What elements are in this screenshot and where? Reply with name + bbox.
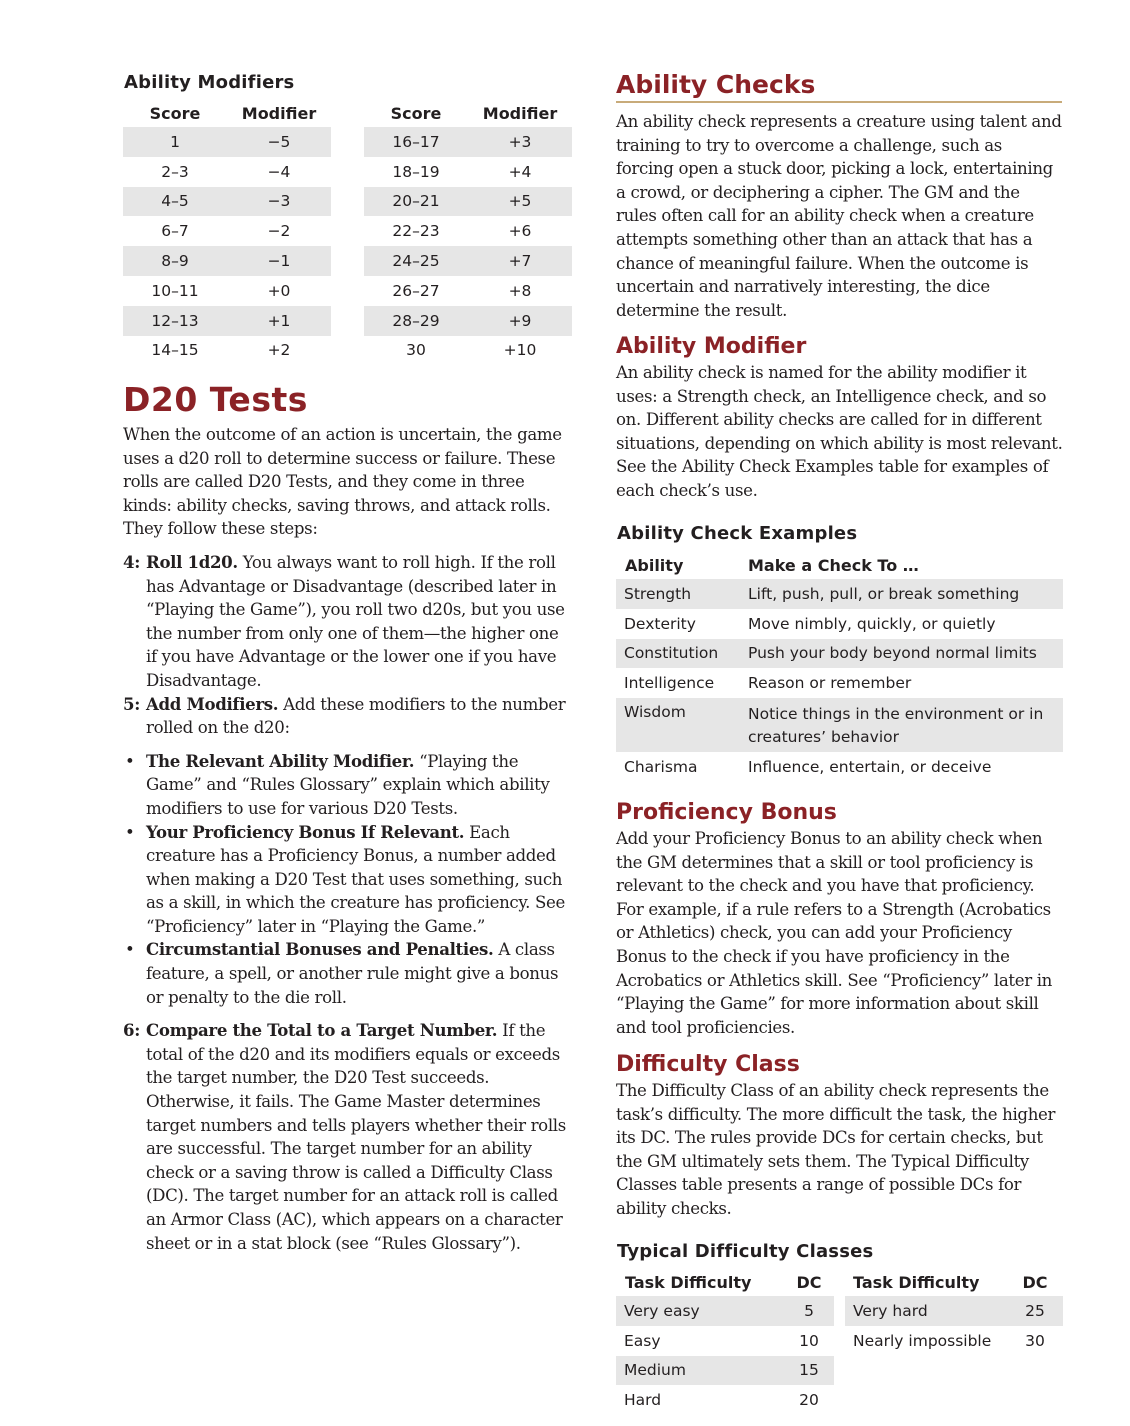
table-row: [845, 1326, 1063, 1356]
modifier-cell: −2: [267, 222, 291, 241]
typical-dcs-title: Typical Difficulty Classes: [617, 1241, 874, 1262]
score-cell: 12–13: [123, 306, 227, 336]
score-cell: 4–5: [123, 187, 227, 217]
col-header-ability: Ability: [625, 555, 684, 575]
score-cell: 24–25: [364, 246, 468, 276]
bullet-lead: Your Proficiency Bonus If Relevant.: [146, 821, 465, 842]
bullet-text: Each creature has a Proficiency Bonus, a number added when making a D20 Test that uses something, such as a skill, in which the creature has proficiency. See “Proficiency” later in “Playing the Game.”: [146, 822, 565, 936]
score-cell: 28–29: [364, 306, 468, 336]
check-cell: Reason or remember: [748, 674, 912, 693]
table-row: [616, 698, 1063, 752]
table-row: [123, 157, 331, 187]
table-row: [123, 276, 331, 306]
ability-checks-body: An ability check represents a creature using talent and training to try to overcome a challenge, such as forcing open a stuck door, picking a lock, entertaining a crowd, or deciphering a cipher. The GM and the rules often call for an ability check when a creature attempts something other than an attack that has a chance of meaningful failure. When the outcome is uncertain and narratively interesting, the dice determine the result.: [616, 112, 1062, 320]
proficiency-bonus-heading: Proficiency Bonus: [616, 800, 837, 825]
ability-modifiers-title: Ability Modifiers: [124, 72, 295, 93]
d20-tests-intro: When the outcome of an action is uncertain, the game uses a d20 roll to determine success or failure. These rolls are called D20 Tests, and they come in three kinds: ability checks, saving throws, and attack rolls. They follow these steps:: [123, 425, 562, 539]
score-cell: 26–27: [392, 281, 440, 300]
bullet-lead: Circumstantial Bonuses and Penalties.: [146, 939, 494, 960]
step-lead: Roll 1d20.: [146, 551, 238, 572]
check-cell: Move nimbly, quickly, or quietly: [748, 614, 996, 633]
table-row: [364, 276, 572, 306]
dc-cell: 10: [799, 1331, 819, 1350]
modifier-cell: +7: [468, 246, 572, 276]
score-cell: 14–15: [151, 341, 199, 360]
ability-modifiers-table-right: [364, 99, 572, 365]
bullet-lead: The Relevant Ability Modifier.: [146, 750, 415, 771]
dc-cell: 20: [799, 1391, 819, 1410]
step-5: [123, 693, 573, 740]
dc-cell: 15: [784, 1356, 834, 1386]
modifier-cell: +0: [267, 281, 291, 300]
score-cell: 2–3: [161, 162, 189, 181]
table-row: [616, 609, 1063, 639]
col-header-modifier: Modifier: [241, 103, 317, 123]
ability-cell: Dexterity: [624, 614, 696, 633]
score-cell: 16–17: [364, 127, 468, 157]
ability-cell: Strength: [616, 579, 748, 609]
step-number: 6:: [123, 1020, 140, 1041]
ability-checks-heading: Ability Checks: [616, 70, 1062, 103]
table-row: [364, 216, 572, 246]
col-header-score: Score: [149, 103, 201, 123]
ability-cell: Charisma: [624, 758, 698, 777]
modifier-cell: +6: [508, 222, 532, 241]
modifier-cell: +9: [468, 306, 572, 336]
bullet-icon: •: [125, 751, 135, 771]
d20-tests-heading: D20 Tests: [123, 380, 308, 419]
modifier-cell: +8: [508, 281, 532, 300]
step-number: 5:: [123, 693, 140, 714]
table-row: [123, 187, 331, 217]
col-header-task: Task Difficulty: [853, 1272, 980, 1292]
table-row: [123, 336, 331, 366]
score-cell: 20–21: [364, 187, 468, 217]
bullet-item: [123, 750, 573, 821]
dc-cell: 30: [1025, 1331, 1045, 1350]
typical-dcs-table-right: [845, 1268, 1063, 1356]
bullet-item: [123, 821, 573, 939]
table-row: [616, 668, 1063, 698]
modifier-cell: −3: [227, 187, 331, 217]
score-cell: 8–9: [123, 246, 227, 276]
step-number: 4:: [123, 551, 140, 572]
col-header-dc: DC: [796, 1272, 822, 1292]
bullet-text: “Playing the Game” and “Rules Glossary” explain which ability modifiers to use for various D20 Tests.: [146, 751, 550, 818]
col-header-check: Make a Check To …: [748, 555, 919, 575]
check-cell: Lift, push, pull, or break something: [748, 579, 1063, 609]
ability-check-examples-title: Ability Check Examples: [617, 523, 858, 544]
table-row: [364, 306, 572, 336]
bullet-icon: •: [125, 940, 135, 960]
ability-cell: Wisdom: [616, 698, 748, 752]
step-text: If the total of the d20 and its modifiers equals or exceeds the target number, the D20 Test succeeds. Otherwise, it fails. The Game Master determines target numbers and tells players whether their rolls are successful. The target number for an ability check or a saving throw is called a Difficulty Class (DC). The target number for an attack roll is called an Armor Class (AC), which appears on a character sheet or in a stat block (see “Rules Glossary”).: [146, 1021, 566, 1253]
table-row: [616, 639, 1063, 669]
difficulty-class-body: The Difficulty Class of an ability check represents the task’s difficulty. The more difficult the task, the higher its DC. The rules provide DCs for certain checks, but the GM ultimately sets them. The Typical Difficulty Classes table presents a range of possible DCs for ability checks.: [616, 1081, 1056, 1218]
table-row: [364, 187, 572, 217]
table-row: [616, 1356, 834, 1386]
col-header-modifier: Modifier: [482, 103, 558, 123]
modifier-cell: +4: [508, 162, 532, 181]
check-cell: Notice things in the environment or in creatures’ behavior: [748, 698, 1063, 752]
dc-cell: 25: [1007, 1296, 1063, 1326]
bullet-item: [123, 938, 573, 1009]
col-header-task: Task Difficulty: [625, 1272, 752, 1292]
table-row: [123, 216, 331, 246]
bullet-text: A class feature, a spell, or another rule might give a bonus or penalty to the die roll.: [146, 940, 559, 1007]
step-lead: Add Modifiers.: [146, 693, 279, 714]
ability-modifiers-table-left: [123, 99, 331, 365]
ability-check-examples-table: [616, 551, 1063, 782]
table-row: [123, 127, 331, 157]
score-cell: 6–7: [161, 222, 189, 241]
check-cell: Influence, entertain, or deceive: [748, 758, 992, 777]
score-cell: 22–23: [392, 222, 440, 241]
table-row: [616, 1326, 834, 1356]
task-cell: Very hard: [845, 1296, 1007, 1326]
step-4: [123, 551, 573, 693]
ability-cell: Intelligence: [624, 674, 715, 693]
table-row: [123, 306, 331, 336]
table-row: [845, 1296, 1063, 1326]
col-header-dc: DC: [1022, 1272, 1048, 1292]
score-cell: 10–11: [151, 281, 199, 300]
check-cell: Push your body beyond normal limits: [748, 639, 1063, 669]
table-row: [616, 752, 1063, 782]
task-cell: Nearly impossible: [853, 1331, 992, 1350]
score-cell: 18–19: [392, 162, 440, 181]
modifier-cell: +1: [227, 306, 331, 336]
modifier-cell: −5: [227, 127, 331, 157]
modifier-cell: +2: [267, 341, 291, 360]
table-row: [364, 127, 572, 157]
score-cell: 30: [406, 341, 426, 360]
modifier-cell: +10: [503, 341, 537, 360]
table-row: [616, 1385, 834, 1415]
difficulty-class-heading: Difficulty Class: [616, 1052, 800, 1077]
col-header-score: Score: [390, 103, 442, 123]
bullet-icon: •: [125, 822, 135, 842]
step-lead: Compare the Total to a Target Number.: [146, 1020, 498, 1041]
table-row: [123, 246, 331, 276]
modifier-cell: +5: [468, 187, 572, 217]
modifier-cell: −4: [267, 162, 291, 181]
step-text: You always want to roll high. If the roll has Advantage or Disadvantage (described later in “Playing the Game”), you roll two d20s, but you use the number from only one of them—the higher one if you have Advantage or the lower one if you have Disadvantage.: [146, 552, 565, 690]
modifier-cell: −1: [227, 246, 331, 276]
ability-modifier-body: An ability check is named for the ability modifier it uses: a Strength check, an Intelligence check, and so on. Different ability checks are called for in different situations, depending on which ability is most relevant. See the Ability Check Examples table for examples of each check’s use.: [616, 363, 1063, 500]
table-row: [616, 579, 1063, 609]
table-row: [364, 336, 572, 366]
step-text: Add these modifiers to the number rolled on the d20:: [146, 694, 566, 738]
proficiency-bonus-body: Add your Proficiency Bonus to an ability check when the GM determines that a skill or tool proficiency is relevant to the check and you have that proficiency. For example, if a rule refers to a Strength (Acrobatics or Athletics) check, you can add your Proficiency Bonus to the check if you have proficiency in the Acrobatics or Athletics skill. See “Proficiency” later in “Playing the Game” for more information about skill and tool proficiencies.: [616, 829, 1053, 1037]
d20-tests-content: [123, 423, 573, 1255]
task-cell: Easy: [624, 1331, 661, 1350]
ability-cell: Constitution: [616, 639, 748, 669]
table-row: [616, 1296, 834, 1326]
ability-modifier-heading: Ability Modifier: [616, 334, 807, 359]
step-6: [123, 1019, 573, 1255]
typical-dcs-table-left: [616, 1268, 834, 1415]
modifier-cell: +3: [468, 127, 572, 157]
task-cell: Medium: [616, 1356, 784, 1386]
task-cell: Very easy: [616, 1296, 784, 1326]
table-row: [364, 246, 572, 276]
table-row: [364, 157, 572, 187]
task-cell: Hard: [624, 1391, 662, 1410]
dc-cell: 5: [784, 1296, 834, 1326]
score-cell: 1: [123, 127, 227, 157]
